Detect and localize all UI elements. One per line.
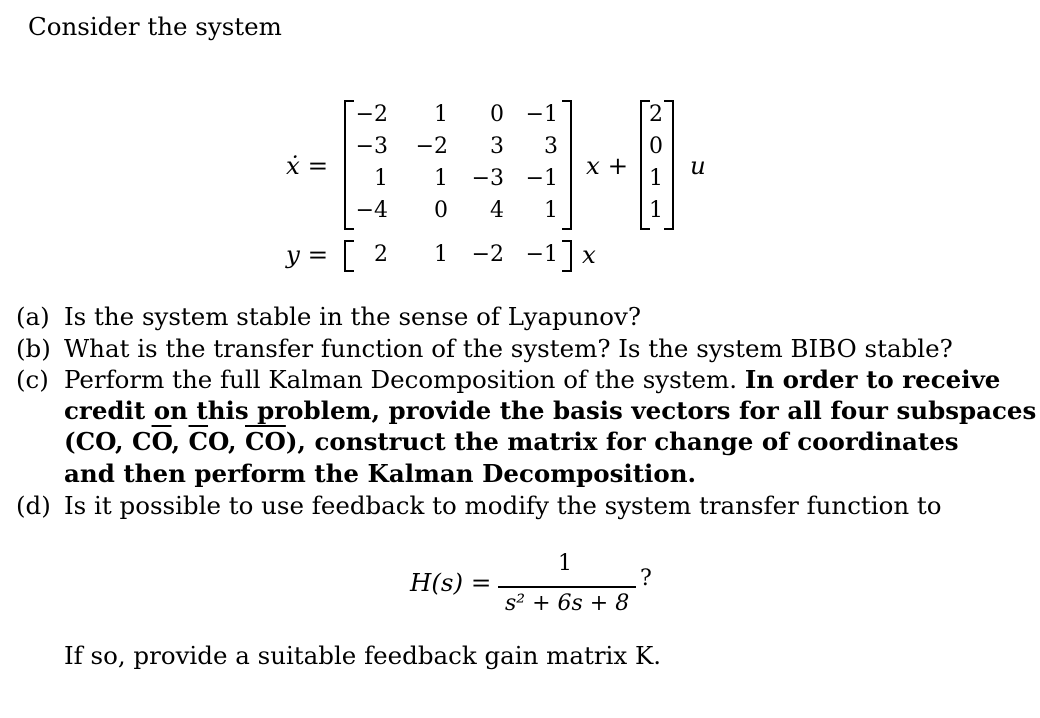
vector-c-right-bracket [562,240,572,272]
question-c-line-3 [64,427,959,457]
matrix-a-cell: 1 [434,166,448,191]
y-lhs: y = [286,240,329,269]
question-a-label: (a) [16,302,50,331]
question-c-line-1-bold: In order to receive [744,365,1001,394]
matrix-a-cell: 3 [544,134,558,159]
matrix-a-right-bracket [562,100,572,230]
subspace-co-bar: $\overline{CO}$ [245,427,286,456]
matrix-a-cell: 4 [490,198,504,223]
question-c-line-3-post: ), construct the matrix for change of coordinates [285,427,959,456]
transfer-lhs: H(s) = [410,568,492,597]
vector-b-cell: 1 [649,198,663,223]
matrix-a-cell: −1 [525,102,558,127]
transfer-numerator: 1 [558,551,572,576]
question-c-line-2: credit on this problem, provide the basis vectors for all four subspaces [64,396,1037,425]
matrix-a-cell: 1 [374,166,388,191]
question-b-label: (b) [16,334,51,363]
matrix-a-cell: −4 [355,198,388,223]
question-c-line-1 [64,365,1000,395]
x-plus: x + [586,151,629,180]
question-b-text: What is the transfer function of the system? Is the system BIBO stable? [64,334,953,363]
question-c-label: (c) [16,365,49,394]
question-c-line-1-normal: Perform the full Kalman Decomposition of the system. [64,365,745,394]
matrix-a-cell: −1 [525,166,558,191]
question-a-text: Is the system stable in the sense of Lyapunov? [64,302,642,331]
matrix-a-cell: −2 [355,102,388,127]
transfer-question-mark: ? [640,566,652,591]
vector-c-cell: −1 [525,242,558,267]
vector-c-cell: 1 [434,242,448,267]
matrix-a-cell: 1 [544,198,558,223]
u-symbol: u [690,151,706,180]
matrix-a-cell: 0 [490,102,504,127]
matrix-a-cell: −3 [355,134,388,159]
subspace-c-bar: $\overline{C}$ [188,427,209,456]
subspace-co: (CO, C [64,427,152,456]
fraction-bar [498,586,636,588]
matrix-a-cell: 1 [434,102,448,127]
subspace-co-bar-o: $\overline{O}$ [151,427,172,456]
vector-b-cell: 2 [649,102,663,127]
matrix-a-cell: −3 [471,166,504,191]
matrix-a-cell: −2 [415,134,448,159]
question-d-text: Is it possible to use feedback to modify the system transfer function to [64,491,942,520]
vector-b-cell: 0 [649,134,663,159]
x-symbol: x [582,240,596,269]
separator: , [171,427,189,456]
closing-text: If so, provide a suitable feedback gain matrix K. [64,641,662,670]
question-d-label: (d) [16,491,51,520]
vector-c-cell: −2 [471,242,504,267]
matrix-a-cell: 0 [434,198,448,223]
subspace-o: O, [208,427,245,456]
xdot-lhs: ẋ = [286,151,329,180]
vector-b-cell: 1 [649,166,663,191]
vector-b-right-bracket [664,100,674,230]
transfer-denominator: s² + 6s + 8 [505,591,630,616]
vector-c-cell: 2 [374,242,388,267]
question-c-line-4: and then perform the Kalman Decomposition. [64,459,697,488]
intro-text: Consider the system [28,12,282,41]
matrix-a-cell: 3 [490,134,504,159]
